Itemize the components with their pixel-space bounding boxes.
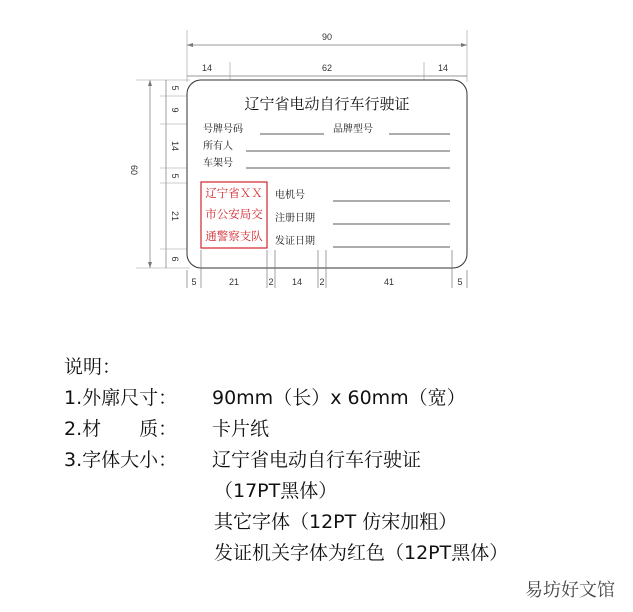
card-dimension-drawing xyxy=(0,0,633,300)
note-font xyxy=(64,445,624,476)
note-material-value: 卡片纸 xyxy=(212,418,270,440)
dim-bottom-5: 2 xyxy=(319,277,325,287)
dim-bottom-4: 14 xyxy=(291,277,303,287)
field-brand-model: 品牌型号 xyxy=(333,124,373,135)
card-title: 辽宁省电动自行车行驶证 xyxy=(244,95,410,113)
notes-heading: 说明： xyxy=(64,356,122,378)
stamp-line-2: 市公安局交 xyxy=(205,207,263,221)
note-size-key: 1.外廓尺寸： xyxy=(64,387,178,409)
dim-top-right: 14 xyxy=(437,63,449,73)
note-font-line-2: （17PT黑体） xyxy=(214,480,338,502)
note-material xyxy=(64,414,624,445)
field-motor-no: 电机号 xyxy=(275,190,305,201)
note-size-value: 90mm（长）x 60mm（宽） xyxy=(212,387,466,409)
dim-total-height: 60 xyxy=(129,164,139,176)
dim-bottom-6: 41 xyxy=(383,277,395,287)
field-register-date: 注册日期 xyxy=(275,213,315,224)
dim-total-width: 90 xyxy=(321,32,333,42)
note-size xyxy=(64,383,624,414)
dim-top-left: 14 xyxy=(201,63,213,73)
dim-left-6: 6 xyxy=(170,256,180,262)
dim-bottom-3: 2 xyxy=(268,277,274,287)
field-frame-no: 车架号 xyxy=(203,158,233,169)
note-font-value: 辽宁省电动自行车行驶证 xyxy=(212,449,422,471)
note-font-line-4: 发证机关字体为红色（12PT黑体） xyxy=(214,542,509,564)
note-font-key: 3.字体大小： xyxy=(64,449,178,471)
stamp-line-1: 辽宁省ＸＸ xyxy=(205,186,263,200)
dim-bottom-7: 5 xyxy=(457,277,463,287)
dim-left-1: 5 xyxy=(170,85,180,91)
field-owner: 所有人 xyxy=(203,141,233,152)
watermark: 易坊好文馆 xyxy=(525,580,615,601)
dim-left-4: 5 xyxy=(170,173,180,179)
note-material-key: 2.材 质： xyxy=(64,418,178,440)
field-issue-date: 发证日期 xyxy=(275,236,315,247)
note-font-line-3: 其它字体（12PT 仿宋加粗） xyxy=(214,511,458,533)
dim-left-3: 14 xyxy=(170,140,180,152)
dim-bottom-2: 21 xyxy=(228,277,240,287)
dim-left-5: 21 xyxy=(170,210,180,222)
spec-notes xyxy=(64,352,624,569)
stamp-line-3: 通警察支队 xyxy=(205,229,263,243)
dim-left-2: 9 xyxy=(170,107,180,113)
field-plate-no: 号牌号码 xyxy=(203,124,243,135)
dim-top-middle: 62 xyxy=(321,63,333,73)
dim-bottom-1: 5 xyxy=(191,277,197,287)
